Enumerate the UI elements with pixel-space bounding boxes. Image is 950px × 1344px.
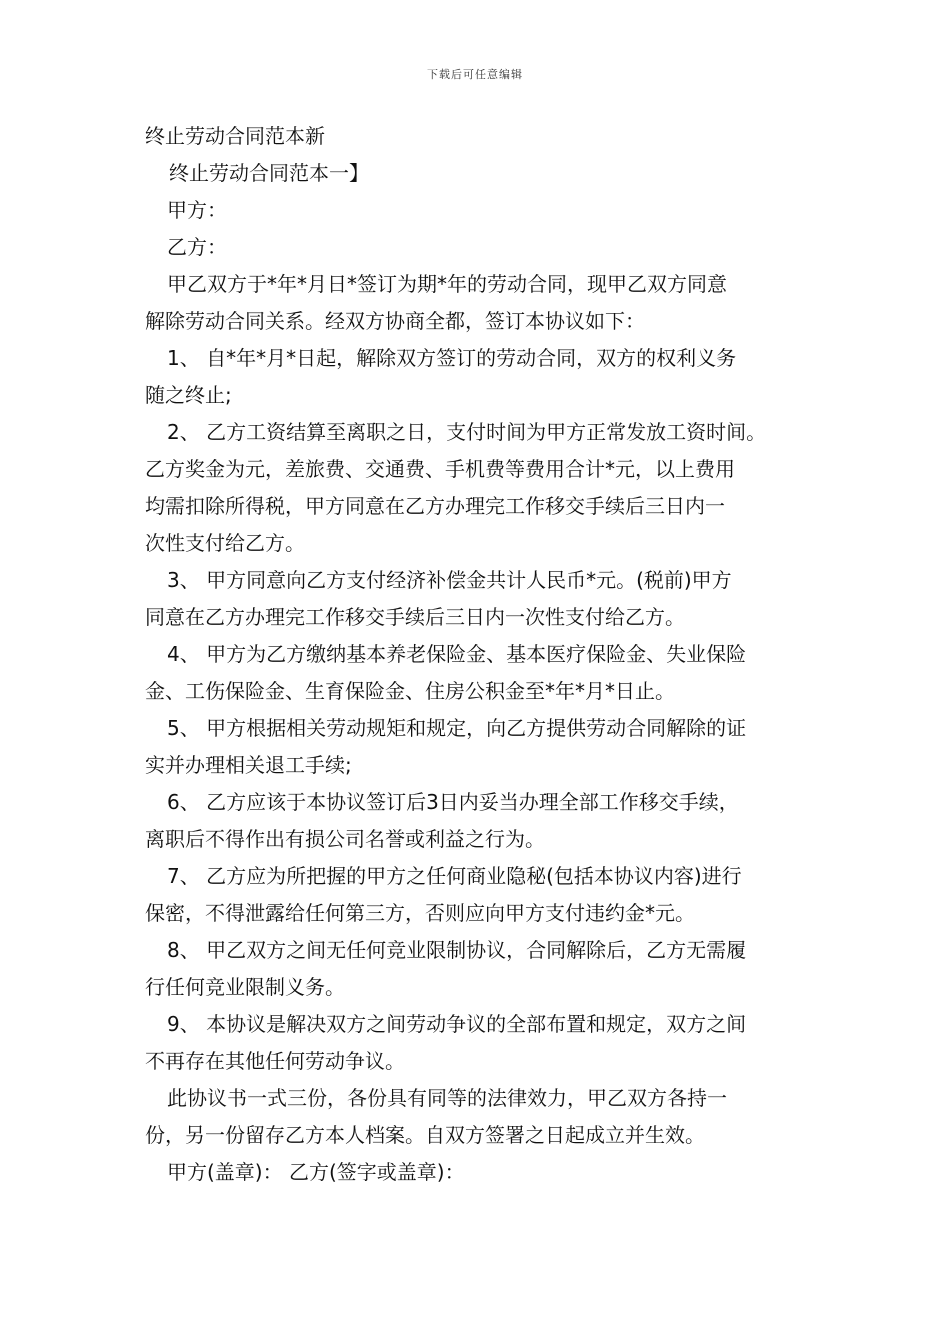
clause-2-line: 次性支付给乙方。 — [145, 531, 305, 555]
closing-line: 此协议书一式三份，各份具有同等的法律效力，甲乙双方各持一 — [167, 1086, 727, 1110]
clause-3-line: 3、 甲方同意向乙方支付经济补偿金共计人民币*元。(税前)甲方 — [167, 568, 732, 592]
clause-2-line: 乙方奖金为元，差旅费、交通费、手机费等费用合计*元，以上费用 — [145, 457, 735, 481]
clause-5-line: 实并办理相关退工手续; — [145, 753, 352, 777]
clause-9-line: 不再存在其他任何劳动争议。 — [145, 1049, 405, 1073]
party-a-label: 甲方： — [167, 198, 227, 222]
clause-5-line: 5、 甲方根据相关劳动规矩和规定，向乙方提供劳动合同解除的证 — [167, 716, 747, 740]
intro-line: 解除劳动合同关系。经双方协商全都，签订本协议如下： — [145, 309, 645, 333]
clause-1-line: 随之终止; — [145, 383, 232, 407]
party-b-label: 乙方： — [167, 235, 227, 259]
page-header-note: 下载后可任意编辑 — [427, 68, 523, 81]
document-body — [145, 118, 820, 1191]
signature-line: 甲方(盖章)： 乙方(签字或盖章)： — [167, 1160, 465, 1184]
clause-2-line: 2、 乙方工资结算至离职之日，支付时间为甲方正常发放工资时间。 — [167, 420, 767, 444]
clause-2-line: 均需扣除所得税，甲方同意在乙方办理完工作移交手续后三日内一 — [145, 494, 725, 518]
intro-line: 甲乙双方于*年*月日*签订为期*年的劳动合同，现甲乙双方同意 — [167, 272, 727, 296]
clause-6-line: 6、 乙方应该于本协议签订后3日内妥当办理全部工作移交手续， — [167, 790, 739, 814]
closing-line: 份，另一份留存乙方本人档案。自双方签署之日起成立并生效。 — [145, 1123, 705, 1147]
clause-7-line: 7、 乙方应为所把握的甲方之任何商业隐秘(包括本协议内容)进行 — [167, 864, 742, 888]
clause-4-line: 金、工伤保险金、生育保险金、住房公积金至*年*月*日止。 — [145, 679, 675, 703]
clause-7-line: 保密，不得泄露给任何第三方，否则应向甲方支付违约金*元。 — [145, 901, 695, 925]
clause-9-line: 9、 本协议是解决双方之间劳动争议的全部布置和规定，双方之间 — [167, 1012, 747, 1036]
clause-6-line: 离职后不得作出有损公司名誉或利益之行为。 — [145, 827, 545, 851]
clause-8-line: 8、 甲乙双方之间无任何竞业限制协议，合同解除后，乙方无需履 — [167, 938, 747, 962]
clause-8-line: 行任何竞业限制义务。 — [145, 975, 345, 999]
document-subtitle: 终止劳动合同范本一】 — [169, 161, 369, 185]
clause-4-line: 4、 甲方为乙方缴纳基本养老保险金、基本医疗保险金、失业保险 — [167, 642, 747, 666]
document-title: 终止劳动合同范本新 — [145, 124, 325, 148]
clause-1-line: 1、 自*年*月*日起，解除双方签订的劳动合同，双方的权利义务 — [167, 346, 737, 370]
clause-3-line: 同意在乙方办理完工作移交手续后三日内一次性支付给乙方。 — [145, 605, 685, 629]
